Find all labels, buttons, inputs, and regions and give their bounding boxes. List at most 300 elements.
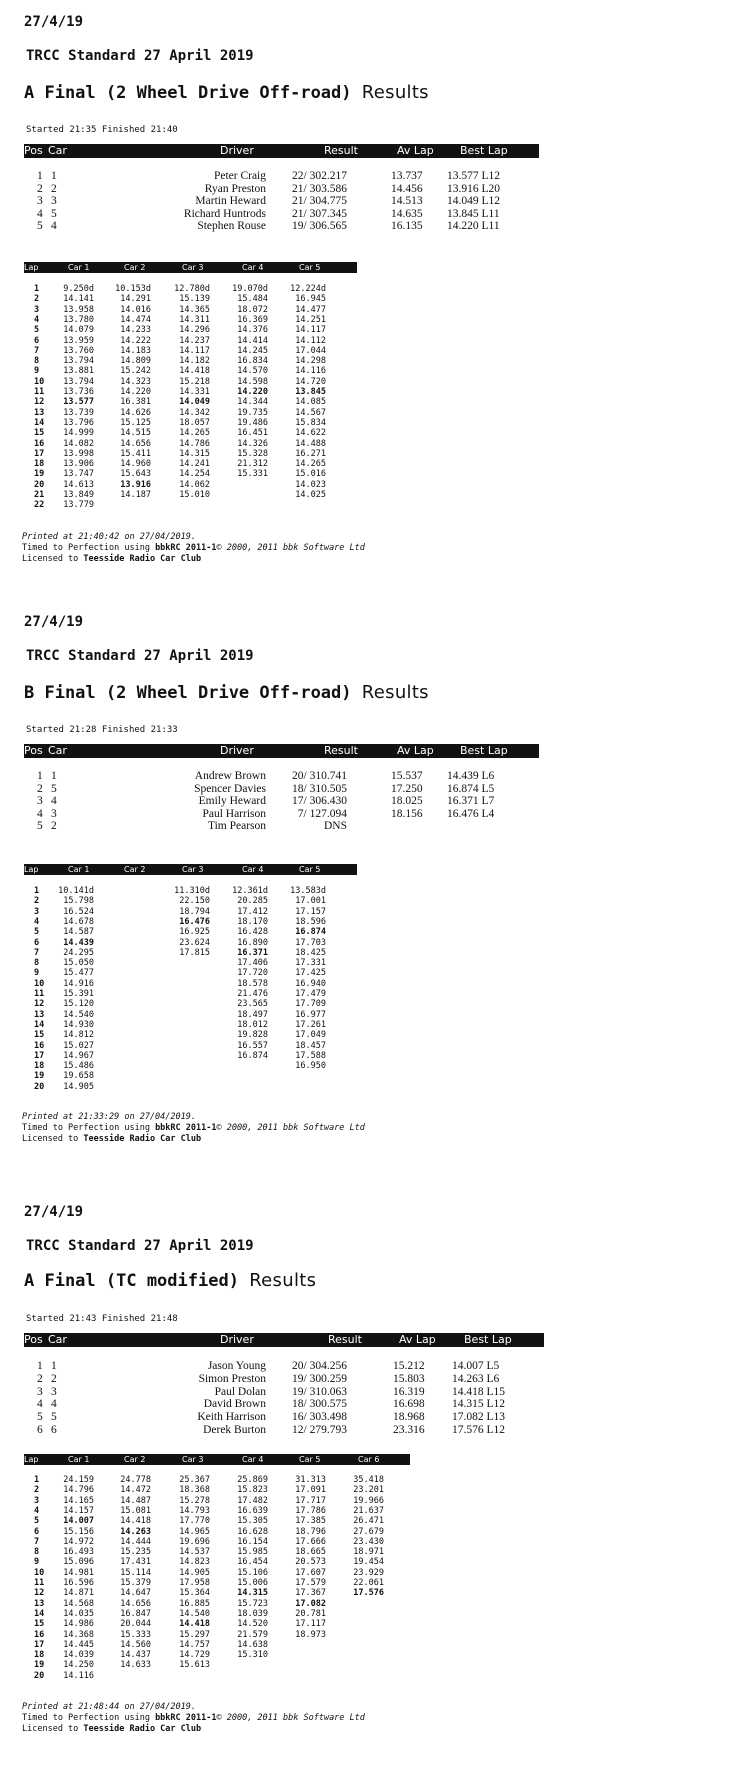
lap-time: 15.218	[179, 376, 210, 387]
lap-time: 14.250	[63, 1660, 94, 1671]
lap-number: 19	[34, 1071, 45, 1082]
lap-time: 15.120	[63, 999, 94, 1010]
licensed-prefix: Licensed to	[22, 1134, 79, 1144]
lap-time: 15.010	[179, 490, 210, 500]
race-date: 27/4/19	[24, 14, 84, 30]
lap-time: 14.298	[295, 356, 326, 367]
lap-column-header: Car 2	[124, 1455, 146, 1464]
lap-time: 17.406	[237, 958, 268, 969]
lap-time: 15.125	[120, 417, 151, 428]
lap-time: 23.201	[353, 1485, 384, 1496]
lap-number: 3	[34, 1495, 40, 1506]
result-average-lap: 15.212	[393, 1360, 425, 1372]
lap-time: 14.515	[120, 428, 151, 439]
lap-time: 31.313	[295, 1475, 326, 1485]
lap-time: 14.967	[63, 1050, 94, 1061]
results-row	[24, 183, 504, 195]
lap-time: 14.647	[120, 1588, 151, 1599]
lap-number: 4	[34, 314, 40, 325]
lap-time: 17.049	[295, 1030, 326, 1041]
printout-footer	[22, 1112, 365, 1145]
results-row	[24, 195, 504, 207]
lap-time: 13.739	[63, 407, 94, 418]
results-column-header: Av Lap	[397, 744, 434, 757]
lap-row	[24, 917, 424, 927]
lap-column-header: Car 3	[182, 263, 204, 272]
lap-number: 5	[34, 325, 40, 336]
lap-row	[24, 428, 424, 438]
licensed-line	[22, 554, 365, 565]
lap-row	[24, 999, 424, 1009]
lap-time: 13.881	[63, 366, 94, 377]
lap-time: 15.723	[237, 1598, 268, 1609]
lap-column-header: Car 1	[68, 263, 90, 272]
lap-number: 14	[34, 1019, 45, 1030]
lap-time: 19.658	[63, 1071, 94, 1082]
result-position: 1	[37, 770, 43, 782]
lap-number: 16	[34, 1040, 45, 1051]
lap-time: 14.729	[179, 1650, 210, 1661]
result-position: 2	[37, 182, 43, 195]
lap-row	[24, 1485, 424, 1495]
lap-time: 16.428	[237, 927, 268, 938]
result-laps-time: 7/ 127.094	[297, 807, 347, 820]
best-lap-time: 13.577	[63, 397, 94, 408]
best-lap-time: 17.576	[353, 1588, 384, 1599]
lap-row	[24, 1020, 424, 1030]
lap-number: 2	[34, 896, 40, 907]
lap-time: 14.488	[295, 438, 326, 449]
lap-number: 12	[34, 999, 45, 1010]
result-position: 6	[37, 1424, 43, 1436]
lap-time: 14.999	[63, 428, 94, 439]
lap-row	[24, 325, 424, 335]
lap-row	[24, 439, 424, 449]
results-column-header: Av Lap	[397, 144, 434, 157]
result-car-number: 4	[51, 795, 57, 807]
best-lap-time: 14.007	[63, 1516, 94, 1527]
lap-time: 24.159	[63, 1475, 94, 1485]
lap-time: 14.241	[179, 459, 210, 470]
lap-time: 17.703	[295, 937, 326, 948]
lap-table-header	[24, 1454, 410, 1465]
lap-time: 14.472	[120, 1485, 151, 1496]
lap-time: 16.940	[295, 978, 326, 989]
lap-time: 14.520	[237, 1619, 268, 1630]
result-driver: Peter Craig	[213, 170, 266, 182]
race-date: 27/4/19	[24, 614, 84, 630]
lap-number: 12	[34, 397, 45, 408]
lap-number: 5	[34, 927, 40, 938]
lap-time: 10.141d	[58, 886, 94, 896]
lap-row	[24, 1061, 424, 1071]
result-driver: Ryan Preston	[204, 182, 266, 195]
lap-number: 1	[34, 284, 40, 294]
lap-time: 16.369	[237, 314, 268, 325]
race-section	[0, 1190, 742, 1780]
lap-time: 15.477	[63, 968, 94, 979]
lap-row	[24, 1547, 424, 1557]
lap-number: 20	[34, 1081, 45, 1092]
lap-row	[24, 387, 424, 397]
meeting-title: TRCC Standard 27 April 2019	[26, 48, 254, 64]
result-driver: Martin Heward	[195, 195, 266, 207]
lap-time: 14.930	[63, 1019, 94, 1030]
result-average-lap: 15.537	[391, 770, 423, 782]
lap-time: 14.796	[63, 1485, 94, 1496]
lap-row	[24, 418, 424, 428]
result-best-lap: 14.439 L6	[447, 770, 495, 782]
results-row	[24, 208, 504, 220]
lap-time: 14.311	[179, 314, 210, 325]
result-car-number: 4	[51, 220, 57, 232]
lap-time: 14.025	[295, 490, 326, 500]
lap-time: 14.809	[120, 356, 151, 367]
results-row	[24, 1360, 504, 1372]
lap-time: 14.537	[179, 1547, 210, 1558]
lap-time: 14.023	[295, 479, 326, 490]
lap-time: 25.367	[179, 1475, 210, 1485]
lap-number: 6	[34, 937, 40, 948]
result-driver: Andrew Brown	[194, 770, 266, 782]
lap-time: 14.613	[63, 479, 94, 490]
lap-number: 17	[34, 1050, 45, 1061]
lap-time: 15.106	[237, 1567, 268, 1578]
lap-time: 17.431	[120, 1557, 151, 1568]
lap-time: 16.493	[63, 1547, 94, 1558]
lap-row	[24, 305, 424, 315]
result-position: 1	[37, 1360, 43, 1372]
lap-time: 13.906	[63, 459, 94, 470]
lap-time: 19.966	[353, 1495, 384, 1506]
software-copyright: © 2000, 2011 bbk Software Ltd	[216, 1713, 365, 1723]
final-heading	[24, 1270, 316, 1291]
lap-time: 17.367	[295, 1588, 326, 1599]
final-heading	[24, 82, 429, 103]
lap-time: 17.958	[179, 1578, 210, 1588]
result-driver: Spencer Davies	[194, 782, 266, 795]
lap-time: 14.905	[63, 1081, 94, 1092]
lap-time: 14.344	[237, 397, 268, 408]
lap-time: 14.187	[120, 490, 151, 500]
start-finish-times: Started 21:35 Finished 21:40	[26, 125, 178, 135]
lap-time: 14.222	[120, 335, 151, 346]
result-best-lap: 14.315 L12	[452, 1398, 506, 1411]
result-laps-time: 17/ 306.430	[292, 795, 347, 807]
result-car-number: 5	[51, 207, 57, 220]
result-car-number: 6	[51, 1424, 57, 1436]
software-name: bbkRC 2011-1	[155, 1123, 217, 1133]
lap-time: 15.006	[237, 1578, 268, 1588]
result-driver: Tim Pearson	[207, 820, 266, 832]
lap-time: 14.116	[63, 1670, 94, 1681]
lap-number: 13	[34, 1009, 45, 1020]
software-copyright: © 2000, 2011 bbk Software Ltd	[216, 1123, 365, 1133]
lap-number: 11	[34, 1578, 45, 1588]
software-name: bbkRC 2011-1	[155, 543, 217, 553]
result-average-lap: 18.025	[391, 795, 423, 807]
result-car-number: 4	[51, 1398, 57, 1411]
results-table-header	[24, 1333, 544, 1347]
lap-time: 15.278	[179, 1495, 210, 1506]
result-car-number: 1	[51, 1360, 57, 1372]
results-column-header: Result	[324, 744, 358, 757]
lap-time: 18.072	[237, 304, 268, 315]
lap-time: 14.638	[237, 1639, 268, 1650]
best-lap-time: 14.439	[63, 937, 94, 948]
results-word: Results	[361, 682, 429, 703]
lap-time: 20.573	[295, 1557, 326, 1568]
lap-row	[24, 469, 424, 479]
lap-time: 14.560	[120, 1639, 151, 1650]
result-best-lap: 13.916 L20	[447, 182, 501, 195]
lap-time: 14.587	[63, 927, 94, 938]
final-name: A Final (2 Wheel Drive Off-road)	[24, 83, 352, 103]
result-position: 3	[37, 795, 43, 807]
lap-time: 14.039	[63, 1650, 94, 1661]
lap-time: 14.444	[120, 1536, 151, 1547]
lap-time: 35.418	[353, 1475, 384, 1485]
result-driver: Paul Dolan	[214, 1385, 266, 1398]
lap-row	[24, 500, 424, 510]
lap-number: 8	[34, 356, 40, 367]
lap-time: 17.588	[295, 1050, 326, 1061]
lap-number: 5	[34, 1516, 40, 1527]
result-laps-time: 20/ 304.256	[292, 1360, 347, 1372]
lap-time: 14.656	[120, 438, 151, 449]
lap-time: 14.445	[63, 1639, 94, 1650]
lap-number: 7	[34, 947, 40, 958]
lap-row	[24, 1557, 424, 1567]
lap-row	[24, 1619, 424, 1629]
lap-time: 14.079	[63, 325, 94, 336]
lap-row	[24, 1496, 424, 1506]
lap-time: 13.747	[63, 469, 94, 480]
lap-time: 19.735	[237, 407, 268, 418]
lap-time: 14.117	[295, 325, 326, 336]
timed-prefix: Timed to Perfection using	[22, 1713, 150, 1723]
results-column-header: Car	[48, 1333, 67, 1346]
result-laps-time: 20/ 310.741	[292, 770, 347, 782]
lap-number: 15	[34, 428, 45, 439]
lap-time: 15.333	[120, 1629, 151, 1640]
lap-time: 15.364	[179, 1588, 210, 1599]
result-driver: Jason Young	[207, 1360, 266, 1372]
lap-time: 14.112	[295, 335, 326, 346]
lap-time: 14.437	[120, 1650, 151, 1661]
printed-timestamp: Printed at 21:40:42 on 27/04/2019.	[22, 532, 196, 542]
lap-time: 15.114	[120, 1567, 151, 1578]
result-average-lap: 14.635	[391, 207, 423, 220]
results-column-header: Car	[48, 144, 67, 157]
result-best-lap: 14.220 L11	[447, 220, 500, 232]
lap-number: 12	[34, 1588, 45, 1599]
result-laps-time: 19/ 300.259	[292, 1372, 347, 1385]
lap-table-header	[24, 262, 357, 273]
results-column-header: Pos	[24, 1333, 43, 1346]
lap-row	[24, 346, 424, 356]
result-position: 3	[37, 195, 43, 207]
lap-time: 23.430	[353, 1536, 384, 1547]
lap-time: 13.849	[63, 490, 94, 500]
lap-row	[24, 366, 424, 376]
result-average-lap: 15.803	[393, 1372, 425, 1385]
lap-time: 18.971	[353, 1547, 384, 1558]
lap-time: 14.062	[179, 479, 210, 490]
lap-time: 14.905	[179, 1567, 210, 1578]
lap-row	[24, 958, 424, 968]
lap-time: 18.170	[237, 916, 268, 927]
lap-row	[24, 886, 424, 896]
lap-number: 10	[34, 376, 45, 387]
result-average-lap: 18.968	[393, 1411, 425, 1424]
licensed-line	[22, 1134, 365, 1145]
lap-time: 11.310d	[174, 886, 210, 896]
results-row	[24, 808, 504, 820]
lap-time: 17.482	[237, 1495, 268, 1506]
lap-number: 1	[34, 1475, 40, 1485]
lap-time: 14.474	[120, 314, 151, 325]
result-position: 1	[37, 170, 43, 182]
lap-time: 14.823	[179, 1557, 210, 1568]
lap-time: 14.182	[179, 356, 210, 367]
lap-row	[24, 1071, 424, 1081]
lap-time: 22.061	[353, 1578, 384, 1588]
result-position: 2	[37, 782, 43, 795]
best-lap-time: 14.220	[237, 387, 268, 397]
lap-time: 24.778	[120, 1475, 151, 1485]
lap-time: 14.986	[63, 1619, 94, 1630]
result-average-lap: 14.456	[391, 182, 423, 195]
lap-time: 14.477	[295, 304, 326, 315]
lap-time: 14.342	[179, 407, 210, 418]
lap-time: 20.044	[120, 1619, 151, 1630]
lap-time: 15.305	[237, 1516, 268, 1527]
lap-time: 18.457	[295, 1040, 326, 1051]
lap-time: 14.245	[237, 345, 268, 356]
club-name: Teesside Radio Car Club	[83, 554, 202, 564]
lap-number: 22	[34, 500, 45, 511]
lap-time: 21.476	[237, 989, 268, 999]
lap-time: 15.391	[63, 989, 94, 999]
lap-number: 10	[34, 1567, 45, 1578]
lap-number: 16	[34, 1629, 45, 1640]
best-lap-time: 17.082	[295, 1598, 326, 1609]
lap-time: 16.950	[295, 1061, 326, 1072]
lap-row	[24, 408, 424, 418]
lap-row	[24, 1671, 424, 1681]
lap-time: 14.141	[63, 294, 94, 305]
lap-time: 14.633	[120, 1660, 151, 1671]
results-row	[24, 795, 504, 807]
lap-column-header: Car 3	[182, 1455, 204, 1464]
result-driver: Emily Heward	[198, 795, 266, 807]
result-position: 4	[37, 207, 43, 220]
lap-number: 17	[34, 448, 45, 459]
best-lap-time: 16.476	[179, 916, 210, 927]
lap-time: 18.578	[237, 978, 268, 989]
lap-row	[24, 907, 424, 917]
lap-time: 14.793	[179, 1505, 210, 1516]
lap-number: 11	[34, 989, 45, 999]
lap-time: 14.315	[179, 448, 210, 459]
result-average-lap: 18.156	[391, 807, 423, 820]
lap-time: 13.760	[63, 345, 94, 356]
lap-time: 17.786	[295, 1505, 326, 1516]
licensed-prefix: Licensed to	[22, 1724, 79, 1734]
lap-time: 15.643	[120, 469, 151, 480]
lap-row	[24, 1609, 424, 1619]
results-column-header: Pos	[24, 744, 43, 757]
lap-row	[24, 1475, 424, 1485]
lap-time: 16.945	[295, 294, 326, 305]
lap-time: 17.412	[237, 906, 268, 917]
result-position: 5	[37, 820, 43, 832]
results-row	[24, 1411, 504, 1423]
lap-time: 18.665	[295, 1547, 326, 1558]
start-finish-times: Started 21:43 Finished 21:48	[26, 1314, 178, 1324]
lap-time: 14.376	[237, 325, 268, 336]
lap-time: 16.271	[295, 448, 326, 459]
final-name: B Final (2 Wheel Drive Off-road)	[24, 683, 352, 703]
lap-time: 15.985	[237, 1547, 268, 1558]
result-driver: Paul Harrison	[202, 807, 266, 820]
result-best-lap: 13.577 L12	[447, 170, 501, 182]
result-position: 5	[37, 1411, 43, 1424]
results-column-header: Car	[48, 744, 67, 757]
lap-time: 14.965	[179, 1526, 210, 1537]
lap-time: 18.596	[295, 916, 326, 927]
lap-time: 16.925	[179, 927, 210, 938]
lap-column-header: Car 4	[242, 865, 264, 874]
lap-time: 14.678	[63, 916, 94, 927]
lap-time: 9.250d	[63, 284, 94, 294]
printout-footer	[22, 1702, 365, 1735]
result-best-lap: 16.874 L5	[447, 782, 495, 795]
result-driver: Derek Burton	[203, 1424, 266, 1436]
results-column-header: Result	[328, 1333, 362, 1346]
lap-row	[24, 284, 424, 294]
result-average-lap: 13.737	[391, 170, 423, 182]
lap-time: 19.696	[179, 1536, 210, 1547]
lap-row	[24, 1041, 424, 1051]
lap-time: 15.310	[237, 1650, 268, 1661]
software-copyright: © 2000, 2011 bbk Software Ltd	[216, 543, 365, 553]
lap-number: 20	[34, 479, 45, 490]
lap-time: 16.454	[237, 1557, 268, 1568]
start-finish-times: Started 21:28 Finished 21:33	[26, 725, 178, 735]
result-laps-time: 21/ 303.586	[292, 182, 347, 195]
timed-line	[22, 1713, 365, 1724]
lap-time: 17.091	[295, 1485, 326, 1496]
results-table-header	[24, 144, 539, 158]
lap-time: 18.057	[179, 417, 210, 428]
results-table-header	[24, 744, 539, 758]
lap-column-header: Car 2	[124, 865, 146, 874]
meeting-title: TRCC Standard 27 April 2019	[26, 648, 254, 664]
results-word: Results	[361, 82, 429, 103]
lap-row	[24, 315, 424, 325]
result-position: 3	[37, 1385, 43, 1398]
lap-time: 16.639	[237, 1505, 268, 1516]
lap-time: 15.016	[295, 469, 326, 480]
result-average-lap: 16.698	[393, 1398, 425, 1411]
lap-number: 19	[34, 469, 45, 480]
result-driver: Keith Harrison	[197, 1411, 266, 1424]
lap-number: 4	[34, 916, 40, 927]
licensed-prefix: Licensed to	[22, 554, 79, 564]
lap-time: 14.540	[179, 1608, 210, 1619]
